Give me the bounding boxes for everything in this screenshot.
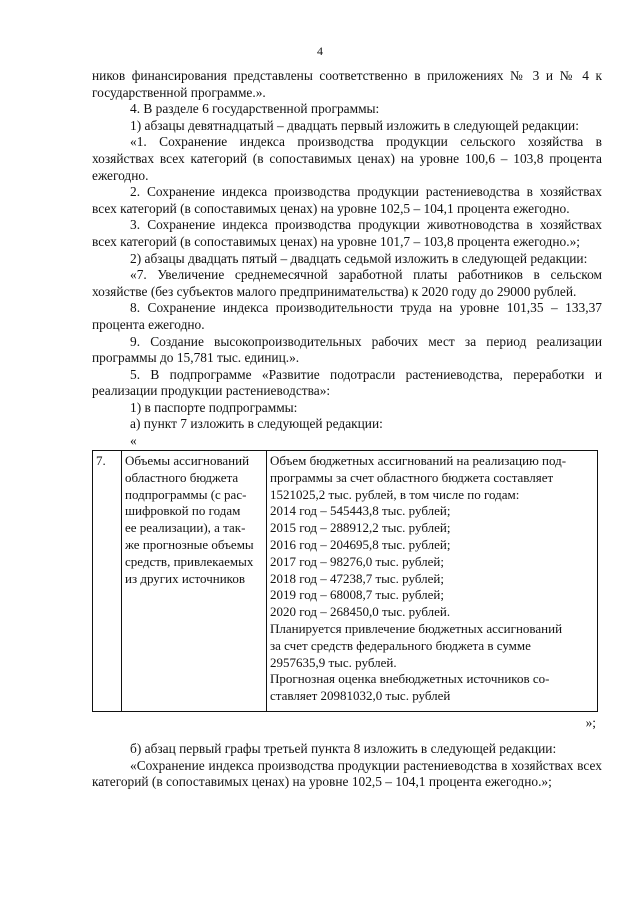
item-value-cell bbox=[267, 451, 598, 712]
paragraph: 4. В разделе 6 государственной программы: bbox=[130, 101, 380, 117]
passport-table bbox=[92, 450, 598, 712]
cell-line: 2018 год – 47238,7 тыс. рублей; bbox=[270, 570, 444, 586]
paragraph: 3. Сохранение индекса производства продукции животноводства в хозяйствах всех категорий (в сопоставимых ценах) на уровне 101,7 – 103,8 процента ежегодно.»; bbox=[92, 217, 602, 249]
cell-line: 2020 год – 268450,0 тыс. рублей. bbox=[270, 604, 451, 620]
paragraph: а) пункт 7 изложить в следующей редакции: bbox=[130, 416, 383, 432]
paragraph: «Сохранение индекса производства продукции растениеводства в хозяйствах всех категорий (в сопоставимых ценах) на уровне 102,5 – 104,1 процента ежегодно.»; bbox=[92, 757, 602, 790]
paragraph: «7. Увеличение среднемесячной заработной платы работников в сельском хозяйстве (без субъектов малого предпринимательства) к 2020 году до 29000 рублей. bbox=[92, 267, 602, 299]
cell-line: 2015 год – 288912,2 тыс. рублей; bbox=[270, 520, 451, 536]
cell-line: 1521025,2 тыс. рублей, в том числе по годам: bbox=[270, 486, 520, 502]
cell-line: областного бюджета bbox=[125, 469, 239, 485]
cell-line: за счет средств федерального бюджета в сумме bbox=[270, 637, 531, 653]
paragraph: 5. В подпрограмме «Развитие подотрасли растениеводства, переработки и реализации продукции растениеводства»: bbox=[92, 366, 602, 399]
paragraph: 9. Создание высокопроизводительных рабочих мест за период реализации программы до 15,781 тыс. единиц.». bbox=[92, 333, 602, 366]
cell-line: Планируется привлечение бюджетных ассигнований bbox=[270, 621, 563, 637]
item-name-cell bbox=[122, 451, 267, 712]
paragraph: ников финансирования представлены соответственно в приложениях № 3 и № 4 к государственной программе.». bbox=[92, 68, 602, 100]
cell-line: из других источников bbox=[125, 570, 245, 586]
cell-line: Прогнозная оценка внебюджетных источников со- bbox=[270, 671, 550, 687]
cell-line: подпрограммы (с рас- bbox=[125, 486, 247, 502]
paragraph: 1) в паспорте подпрограммы: bbox=[130, 399, 298, 415]
cell-line: программы за счет областного бюджета составляет bbox=[270, 469, 554, 485]
paragraphs-bottom bbox=[92, 741, 602, 791]
cell-line: ставляет 20981032,0 тыс. рублей bbox=[270, 688, 451, 704]
cell-line: же прогнозные объемы bbox=[125, 537, 254, 553]
table-row bbox=[93, 451, 598, 712]
cell-line: шифровкой по годам bbox=[125, 503, 241, 519]
cell-line: 2017 год – 98276,0 тыс. рублей; bbox=[270, 553, 444, 569]
quote-close-mark: »; bbox=[585, 715, 596, 731]
paragraph: б) абзац первый графы третьей пункта 8 изложить в следующей редакции: bbox=[130, 741, 557, 757]
page-number: 4 bbox=[317, 44, 323, 58]
cell-line: Объем бюджетных ассигнований на реализацию под- bbox=[270, 453, 567, 469]
document-body bbox=[92, 68, 602, 791]
item-number-cell: 7. bbox=[93, 451, 122, 712]
paragraph: 1) абзацы девятнадцатый – двадцать первый изложить в следующей редакции: bbox=[130, 117, 579, 133]
paragraph: 8. Сохранение индекса производительности труда на уровне 101,35 – 133,37 процента ежегодно. bbox=[92, 300, 602, 332]
paragraph: 2. Сохранение индекса производства продукции растениеводства в хозяйствах всех категорий (в сопоставимых ценах) на уровне 102,5 – 104,1 процента ежегодно. bbox=[92, 184, 602, 216]
cell-line: 2957635,9 тыс. рублей. bbox=[270, 654, 397, 670]
cell-line: Объемы ассигнований bbox=[125, 453, 250, 469]
cell-line: средств, привлекаемых bbox=[125, 553, 254, 569]
paragraphs-top bbox=[92, 68, 602, 433]
cell-line: 2014 год – 545443,8 тыс. рублей; bbox=[270, 503, 451, 519]
quote-open-mark: « bbox=[130, 433, 137, 449]
paragraph: «1. Сохранение индекса производства продукции сельского хозяйства в хозяйствах всех категорий (в сопоставимых ценах) на уровне 100,6 – 103,8 процента ежегодно. bbox=[92, 134, 602, 183]
cell-line: ее реализации), а так- bbox=[125, 520, 246, 536]
cell-line: 2016 год – 204695,8 тыс. рублей; bbox=[270, 537, 451, 553]
cell-line: 2019 год – 68008,7 тыс. рублей; bbox=[270, 587, 444, 603]
paragraph: 2) абзацы двадцать пятый – двадцать седьмой изложить в следующей редакции: bbox=[130, 250, 588, 266]
